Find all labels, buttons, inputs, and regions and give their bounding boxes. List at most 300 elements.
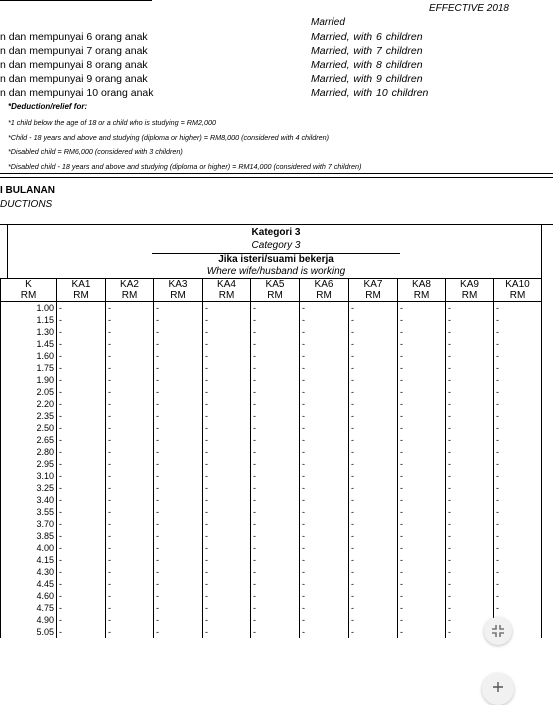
table-cell: - xyxy=(300,458,349,470)
table-cell: - xyxy=(349,590,398,602)
table-cell: - xyxy=(446,566,494,578)
table-cell: - xyxy=(57,398,106,410)
table-cell: - xyxy=(349,374,398,386)
table-cell: - xyxy=(494,362,542,374)
children-row-english: Married, with 6 children xyxy=(311,31,423,43)
table-row xyxy=(1,386,542,398)
table-cell: - xyxy=(203,446,251,458)
table-cell: - xyxy=(398,422,446,434)
table-cell: - xyxy=(251,602,300,614)
column-header: K xyxy=(1,279,57,291)
category-title-en: Category 3 xyxy=(251,240,301,251)
table-cell: - xyxy=(203,470,251,482)
table-cell: - xyxy=(300,578,349,590)
table-row xyxy=(1,314,542,326)
tax-table xyxy=(0,278,542,638)
table-cell: - xyxy=(300,362,349,374)
k-value: 2.50 xyxy=(1,422,57,434)
table-cell: - xyxy=(106,386,154,398)
table-cell: - xyxy=(398,386,446,398)
table-cell: - xyxy=(57,422,106,434)
table-cell: - xyxy=(106,446,154,458)
table-cell: - xyxy=(300,554,349,566)
k-value: 1.00 xyxy=(1,302,57,315)
table-row xyxy=(1,350,542,362)
k-value: 5.05 xyxy=(1,626,57,638)
table-cell: - xyxy=(203,554,251,566)
table-cell: - xyxy=(106,434,154,446)
table-cell: - xyxy=(154,374,203,386)
table-cell: - xyxy=(300,494,349,506)
deduction-title: *Deduction/relief for: xyxy=(8,102,88,111)
table-cell: - xyxy=(494,518,542,530)
table-cell: - xyxy=(154,530,203,542)
table-cell: - xyxy=(154,422,203,434)
table-cell: - xyxy=(398,590,446,602)
table-cell: - xyxy=(398,350,446,362)
table-cell: - xyxy=(154,386,203,398)
table-row xyxy=(1,482,542,494)
table-row xyxy=(1,506,542,518)
table-cell: - xyxy=(494,410,542,422)
table-cell: - xyxy=(106,422,154,434)
column-unit: RM xyxy=(1,290,57,302)
table-cell: - xyxy=(251,506,300,518)
table-cell: - xyxy=(106,614,154,626)
table-cell: - xyxy=(398,506,446,518)
column-unit: RM xyxy=(154,290,203,302)
table-cell: - xyxy=(494,602,542,614)
table-cell: - xyxy=(446,518,494,530)
table-cell: - xyxy=(446,542,494,554)
table-cell: - xyxy=(446,362,494,374)
column-unit: RM xyxy=(106,290,154,302)
table-cell: - xyxy=(154,410,203,422)
table-cell: - xyxy=(154,578,203,590)
table-cell: - xyxy=(57,578,106,590)
table-cell: - xyxy=(398,542,446,554)
table-cell: - xyxy=(251,530,300,542)
column-unit: RM xyxy=(446,290,494,302)
table-cell: - xyxy=(203,626,251,638)
table-cell: - xyxy=(203,338,251,350)
table-cell: - xyxy=(300,530,349,542)
column-header: KA1 xyxy=(57,279,106,291)
k-value: 4.00 xyxy=(1,542,57,554)
table-cell: - xyxy=(349,338,398,350)
children-row-malay: n dan mempunyai 8 orang anak xyxy=(0,59,148,71)
table-cell: - xyxy=(154,314,203,326)
table-cell: - xyxy=(106,302,154,315)
table-cell: - xyxy=(446,494,494,506)
table-cell: - xyxy=(251,434,300,446)
children-row-malay: n dan mempunyai 6 orang anak xyxy=(0,31,148,43)
k-value: 3.55 xyxy=(1,506,57,518)
table-cell: - xyxy=(300,590,349,602)
table-cell: - xyxy=(494,542,542,554)
table-cell: - xyxy=(446,530,494,542)
table-row xyxy=(1,554,542,566)
table-cell: - xyxy=(203,302,251,315)
table-cell: - xyxy=(300,506,349,518)
table-cell: - xyxy=(349,542,398,554)
table-cell: - xyxy=(106,518,154,530)
table-cell: - xyxy=(203,482,251,494)
table-cell: - xyxy=(398,602,446,614)
table-cell: - xyxy=(154,482,203,494)
table-row xyxy=(1,374,542,386)
table-cell: - xyxy=(300,398,349,410)
table-cell: - xyxy=(203,386,251,398)
table-cell: - xyxy=(106,482,154,494)
table-cell: - xyxy=(57,362,106,374)
table-cell: - xyxy=(398,434,446,446)
table-cell: - xyxy=(154,302,203,315)
table-cell: - xyxy=(251,518,300,530)
k-value: 4.30 xyxy=(1,566,57,578)
children-row-english: Married, with 8 children xyxy=(311,59,423,71)
table-cell: - xyxy=(154,590,203,602)
table-row xyxy=(1,602,542,614)
column-header: KA7 xyxy=(349,279,398,291)
k-value: 1.30 xyxy=(1,326,57,338)
table-cell: - xyxy=(203,314,251,326)
expand-button[interactable] xyxy=(484,617,512,645)
table-cell: - xyxy=(494,506,542,518)
table-cell: - xyxy=(398,554,446,566)
table-cell: - xyxy=(154,626,203,638)
table-cell: - xyxy=(494,314,542,326)
k-value: 1.15 xyxy=(1,314,57,326)
table-row xyxy=(1,626,542,638)
table-row xyxy=(1,542,542,554)
column-header: KA2 xyxy=(106,279,154,291)
table-cell: - xyxy=(106,530,154,542)
table-cell: - xyxy=(349,362,398,374)
table-cell: - xyxy=(106,590,154,602)
k-value: 3.25 xyxy=(1,482,57,494)
table-cell: - xyxy=(106,506,154,518)
table-cell: - xyxy=(300,314,349,326)
table-cell: - xyxy=(494,590,542,602)
table-row xyxy=(1,518,542,530)
table-cell: - xyxy=(349,518,398,530)
table-cell: - xyxy=(251,494,300,506)
table-cell: - xyxy=(349,422,398,434)
table-cell: - xyxy=(251,482,300,494)
table-cell: - xyxy=(57,626,106,638)
k-value: 2.20 xyxy=(1,398,57,410)
add-button[interactable] xyxy=(482,673,514,705)
column-unit: RM xyxy=(349,290,398,302)
table-cell: - xyxy=(349,506,398,518)
table-cell: - xyxy=(57,590,106,602)
table-cell: - xyxy=(203,326,251,338)
table-cell: - xyxy=(349,626,398,638)
table-cell: - xyxy=(203,518,251,530)
table-cell: - xyxy=(154,446,203,458)
table-cell: - xyxy=(494,554,542,566)
table-row xyxy=(1,470,542,482)
table-cell: - xyxy=(300,350,349,362)
column-header: KA8 xyxy=(398,279,446,291)
table-row xyxy=(1,362,542,374)
table-cell: - xyxy=(446,602,494,614)
table-cell: - xyxy=(251,326,300,338)
table-cell: - xyxy=(154,470,203,482)
table-row xyxy=(1,494,542,506)
table-cell: - xyxy=(251,338,300,350)
table-cell: - xyxy=(251,626,300,638)
table-cell: - xyxy=(349,434,398,446)
deduction-line: *1 child below the age of 18 or a child who is studying = RM2,000 xyxy=(8,118,216,127)
table-cell: - xyxy=(57,326,106,338)
table-cell: - xyxy=(106,374,154,386)
table-cell: - xyxy=(57,410,106,422)
table-row xyxy=(1,530,542,542)
table-cell: - xyxy=(300,422,349,434)
table-cell: - xyxy=(106,554,154,566)
table-cell: - xyxy=(446,590,494,602)
table-cell: - xyxy=(203,506,251,518)
table-row xyxy=(1,410,542,422)
table-cell: - xyxy=(494,578,542,590)
table-row xyxy=(1,578,542,590)
table-cell: - xyxy=(106,578,154,590)
table-row xyxy=(1,422,542,434)
k-value: 4.15 xyxy=(1,554,57,566)
table-cell: - xyxy=(57,458,106,470)
table-cell: - xyxy=(300,338,349,350)
table-row xyxy=(1,434,542,446)
table-cell: - xyxy=(446,410,494,422)
table-cell: - xyxy=(446,350,494,362)
table-cell: - xyxy=(251,386,300,398)
table-cell: - xyxy=(446,422,494,434)
table-cell: - xyxy=(494,338,542,350)
table-cell: - xyxy=(494,374,542,386)
table-cell: - xyxy=(300,626,349,638)
table-cell: - xyxy=(398,470,446,482)
table-cell: - xyxy=(154,554,203,566)
table-cell: - xyxy=(154,362,203,374)
table-cell: - xyxy=(349,314,398,326)
table-cell: - xyxy=(106,314,154,326)
table-cell: - xyxy=(57,530,106,542)
k-value: 4.90 xyxy=(1,614,57,626)
k-value: 1.90 xyxy=(1,374,57,386)
table-cell: - xyxy=(349,458,398,470)
table-row xyxy=(1,302,542,315)
table-cell: - xyxy=(251,374,300,386)
column-header: KA10 xyxy=(494,279,542,291)
table-cell: - xyxy=(494,326,542,338)
table-cell: - xyxy=(203,434,251,446)
k-value: 4.60 xyxy=(1,590,57,602)
table-cell: - xyxy=(398,398,446,410)
add-icon xyxy=(492,681,504,693)
table-cell: - xyxy=(349,602,398,614)
table-right-border xyxy=(541,224,542,278)
table-cell: - xyxy=(251,470,300,482)
table-cell: - xyxy=(203,590,251,602)
table-cell: - xyxy=(203,542,251,554)
table-cell: - xyxy=(251,422,300,434)
table-cell: - xyxy=(154,398,203,410)
children-row-english: Married, with 7 children xyxy=(311,45,423,57)
table-left-border xyxy=(7,224,8,278)
table-cell: - xyxy=(203,362,251,374)
k-value: 3.70 xyxy=(1,518,57,530)
table-cell: - xyxy=(300,614,349,626)
table-cell: - xyxy=(446,314,494,326)
k-value: 1.75 xyxy=(1,362,57,374)
table-cell: - xyxy=(349,410,398,422)
table-cell: - xyxy=(494,434,542,446)
children-row-english: Married, with 9 children xyxy=(311,73,423,85)
table-cell: - xyxy=(57,482,106,494)
k-value: 2.05 xyxy=(1,386,57,398)
k-value: 1.45 xyxy=(1,338,57,350)
table-cell: - xyxy=(57,338,106,350)
expand-icon xyxy=(491,624,505,638)
column-header: KA9 xyxy=(446,279,494,291)
table-cell: - xyxy=(446,326,494,338)
column-header: KA3 xyxy=(154,279,203,291)
table-row xyxy=(1,614,542,626)
table-cell: - xyxy=(154,566,203,578)
table-cell: - xyxy=(57,518,106,530)
effective-year: EFFECTIVE 2018 xyxy=(428,3,509,14)
table-cell: - xyxy=(398,482,446,494)
k-value: 4.75 xyxy=(1,602,57,614)
table-cell: - xyxy=(446,578,494,590)
table-cell: - xyxy=(349,494,398,506)
table-cell: - xyxy=(251,614,300,626)
table-cell: - xyxy=(446,554,494,566)
table-cell: - xyxy=(300,518,349,530)
k-value: 4.45 xyxy=(1,578,57,590)
table-cell: - xyxy=(251,362,300,374)
table-cell: - xyxy=(106,566,154,578)
table-cell: - xyxy=(251,398,300,410)
table-cell: - xyxy=(57,350,106,362)
column-header: KA6 xyxy=(300,279,349,291)
table-cell: - xyxy=(349,578,398,590)
table-cell: - xyxy=(494,422,542,434)
table-cell: - xyxy=(57,614,106,626)
column-unit: RM xyxy=(398,290,446,302)
table-cell: - xyxy=(57,506,106,518)
table-cell: - xyxy=(494,530,542,542)
children-row-malay: n dan mempunyai 7 orang anak xyxy=(0,45,148,57)
table-cell: - xyxy=(446,374,494,386)
table-cell: - xyxy=(203,530,251,542)
header-top-rule xyxy=(0,224,553,225)
table-cell: - xyxy=(251,410,300,422)
k-value: 2.80 xyxy=(1,446,57,458)
table-row xyxy=(1,326,542,338)
table-cell: - xyxy=(398,494,446,506)
table-cell: - xyxy=(154,458,203,470)
table-cell: - xyxy=(494,470,542,482)
column-unit: RM xyxy=(251,290,300,302)
table-cell: - xyxy=(57,542,106,554)
table-cell: - xyxy=(398,566,446,578)
deduction-line: *Disabled child - 18 years and above and studying (diploma or higher) = RM14,000 (considered with 7 children) xyxy=(8,161,362,171)
table-cell: - xyxy=(349,470,398,482)
column-unit: RM xyxy=(203,290,251,302)
table-cell: - xyxy=(57,470,106,482)
table-cell: - xyxy=(398,446,446,458)
table-cell: - xyxy=(106,542,154,554)
table-cell: - xyxy=(106,350,154,362)
table-cell: - xyxy=(446,506,494,518)
k-value: 2.65 xyxy=(1,434,57,446)
table-cell: - xyxy=(57,374,106,386)
table-cell: - xyxy=(106,398,154,410)
section-subtitle: DUCTIONS xyxy=(0,199,53,210)
table-cell: - xyxy=(154,614,203,626)
table-row xyxy=(1,398,542,410)
category-subtitle-en: Where wife/husband is working xyxy=(206,266,346,277)
table-cell: - xyxy=(106,362,154,374)
table-cell: - xyxy=(446,386,494,398)
table-cell: - xyxy=(300,602,349,614)
table-cell: - xyxy=(300,542,349,554)
table-row xyxy=(1,338,542,350)
table-cell: - xyxy=(154,338,203,350)
k-value: 3.10 xyxy=(1,470,57,482)
table-cell: - xyxy=(106,338,154,350)
table-cell: - xyxy=(398,314,446,326)
table-cell: - xyxy=(251,458,300,470)
table-cell: - xyxy=(154,434,203,446)
table-cell: - xyxy=(349,326,398,338)
table-cell: - xyxy=(300,446,349,458)
table-cell: - xyxy=(398,530,446,542)
k-value: 2.95 xyxy=(1,458,57,470)
table-cell: - xyxy=(203,374,251,386)
table-cell: - xyxy=(57,302,106,315)
table-cell: - xyxy=(398,362,446,374)
table-cell: - xyxy=(106,410,154,422)
table-cell: - xyxy=(106,602,154,614)
top-rule xyxy=(0,0,152,1)
table-cell: - xyxy=(203,578,251,590)
k-value: 1.60 xyxy=(1,350,57,362)
column-header: KA4 xyxy=(203,279,251,291)
deduction-line: *Disabled child = RM6,000 (considered with 3 children) xyxy=(8,147,183,156)
table-cell: - xyxy=(300,374,349,386)
table-cell: - xyxy=(57,602,106,614)
table-cell: - xyxy=(57,434,106,446)
section-divider-top xyxy=(0,173,553,174)
table-cell: - xyxy=(300,326,349,338)
table-cell: - xyxy=(203,350,251,362)
table-cell: - xyxy=(494,446,542,458)
table-cell: - xyxy=(446,470,494,482)
category-subtitle: Jika isteri/suami bekerja xyxy=(218,254,334,265)
table-cell: - xyxy=(349,350,398,362)
table-cell: - xyxy=(494,482,542,494)
k-value: 3.40 xyxy=(1,494,57,506)
table-cell: - xyxy=(203,422,251,434)
table-cell: - xyxy=(446,398,494,410)
column-unit: RM xyxy=(57,290,106,302)
table-cell: - xyxy=(203,458,251,470)
table-cell: - xyxy=(57,314,106,326)
